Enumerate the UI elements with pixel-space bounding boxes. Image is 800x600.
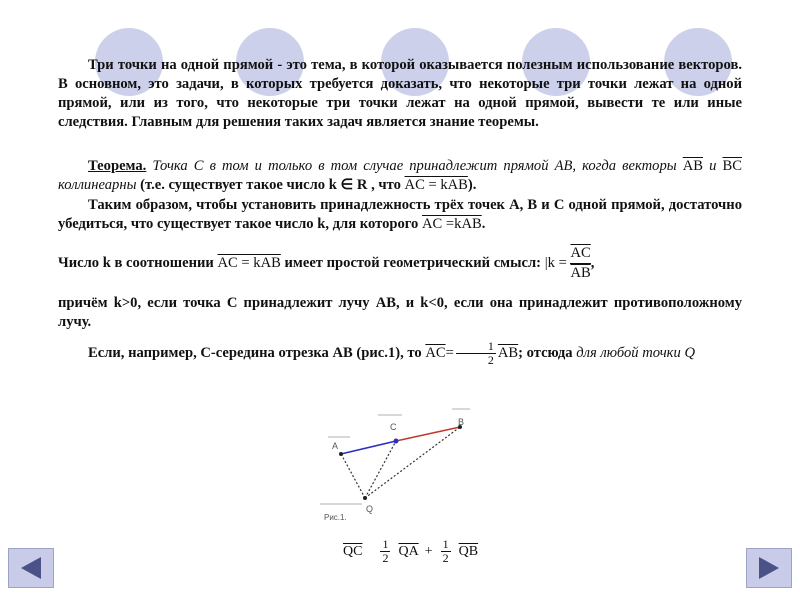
half-fraction bbox=[456, 340, 496, 367]
method-equation: AC =kAB bbox=[422, 216, 482, 232]
theorem-paragraph bbox=[58, 157, 742, 195]
prev-slide-button[interactable] bbox=[8, 548, 54, 588]
theorem-close: ). bbox=[467, 177, 477, 193]
formula-qc: $\overline{QC}$ bbox=[343, 543, 363, 559]
theorem-clarification: (т.е. существует такое число k ∈ R , что bbox=[140, 177, 401, 193]
formula-half-2-num: 1 bbox=[442, 537, 449, 551]
vector-ab: $\overline{AB}$ bbox=[682, 158, 704, 174]
half-numerator: 1 bbox=[456, 340, 496, 354]
method-end: . bbox=[481, 216, 486, 232]
meaning-paragraph bbox=[58, 244, 742, 283]
point-a bbox=[339, 452, 343, 456]
half-denominator: 2 bbox=[487, 353, 494, 367]
point-q bbox=[363, 496, 367, 500]
example-text-3: для любой точки Q bbox=[576, 344, 695, 361]
vector-bc: $\overline{BC}$ bbox=[722, 158, 742, 174]
vector-ab-half: $\overline{AB}$ bbox=[497, 344, 519, 361]
label-a: A bbox=[332, 441, 339, 451]
formula-half-1 bbox=[380, 538, 390, 565]
formula-qa: $\overline{QA}$ bbox=[398, 543, 419, 559]
label-q: Q bbox=[366, 504, 374, 514]
meaning-text-2: имеет простой геометрический смысл: bbox=[284, 254, 542, 271]
triangle-diagram bbox=[310, 405, 490, 530]
theorem-equation: AC = kAB bbox=[404, 177, 468, 193]
triangle-left-icon bbox=[9, 549, 53, 587]
vector-ac: $\overline{AC}$ bbox=[425, 344, 446, 361]
k-abs: |k = bbox=[544, 254, 567, 271]
method-text: Таким образом, чтобы установить принадлежность трёх точек А, В и С одной прямой, достаточно убедиться, что существует такое число k, для которого bbox=[58, 197, 742, 232]
example-paragraph bbox=[58, 340, 742, 367]
fraction-numerator: $\overline{AC}$ bbox=[570, 244, 590, 264]
meaning-equation: AC = kAB bbox=[217, 254, 281, 271]
meaning-comma: , bbox=[590, 254, 595, 271]
sign-paragraph bbox=[58, 294, 742, 332]
example-text: Если, например, С-середина отрезка АВ (рис.1), то bbox=[88, 344, 422, 361]
vector-ac-line bbox=[341, 441, 396, 454]
intro-paragraph bbox=[58, 56, 742, 132]
formula-half-2-den: 2 bbox=[442, 551, 449, 565]
next-slide-button[interactable] bbox=[746, 548, 792, 588]
formula-half-2 bbox=[441, 538, 451, 565]
theorem-text: Точка С в том и только в том случае принадлежит прямой АВ, когда векторы bbox=[152, 158, 677, 174]
theorem-and: и bbox=[709, 158, 717, 174]
intro-text: Три точки на одной прямой - это тема, в которой оказывается полезным использование векторов. В основном, это задачи, в которых требуется доказать, что некоторые три точки лежат на одной прямой, или из того, что некоторые три точки лежат на одной прямой, вывести те или иные следствия. Главным для решения таких задач является знание теоремы. bbox=[58, 57, 742, 130]
equals-sign: = bbox=[445, 344, 454, 361]
label-b: B bbox=[458, 417, 465, 427]
fraction-denominator: AB bbox=[570, 265, 591, 281]
formula-plus: + bbox=[424, 543, 433, 559]
point-c bbox=[394, 439, 399, 444]
label-c: C bbox=[390, 422, 397, 432]
method-paragraph bbox=[58, 196, 742, 234]
sign-text: причём k>0, если точка С принадлежит лучу АВ, и k<0, если она принадлежит противоположному лучу. bbox=[58, 295, 742, 330]
theorem-label: Теорема. bbox=[88, 158, 147, 174]
formula-half-1-den: 2 bbox=[382, 551, 389, 565]
formula-qb: $\overline{QB}$ bbox=[458, 543, 479, 559]
midpoint-formula bbox=[343, 538, 478, 565]
theorem-collinear: коллинеарны bbox=[58, 177, 137, 193]
example-text-2: ; отсюда bbox=[518, 344, 573, 361]
triangle-right-icon bbox=[747, 549, 791, 587]
formula-half-1-num: 1 bbox=[382, 537, 389, 551]
figure-caption: Рис.1. bbox=[324, 513, 347, 522]
figure-triangle bbox=[310, 405, 490, 535]
vector-cb-line bbox=[396, 427, 460, 441]
meaning-text: Число k в соотношении bbox=[58, 254, 214, 271]
ac-over-ab-fraction bbox=[570, 244, 590, 283]
